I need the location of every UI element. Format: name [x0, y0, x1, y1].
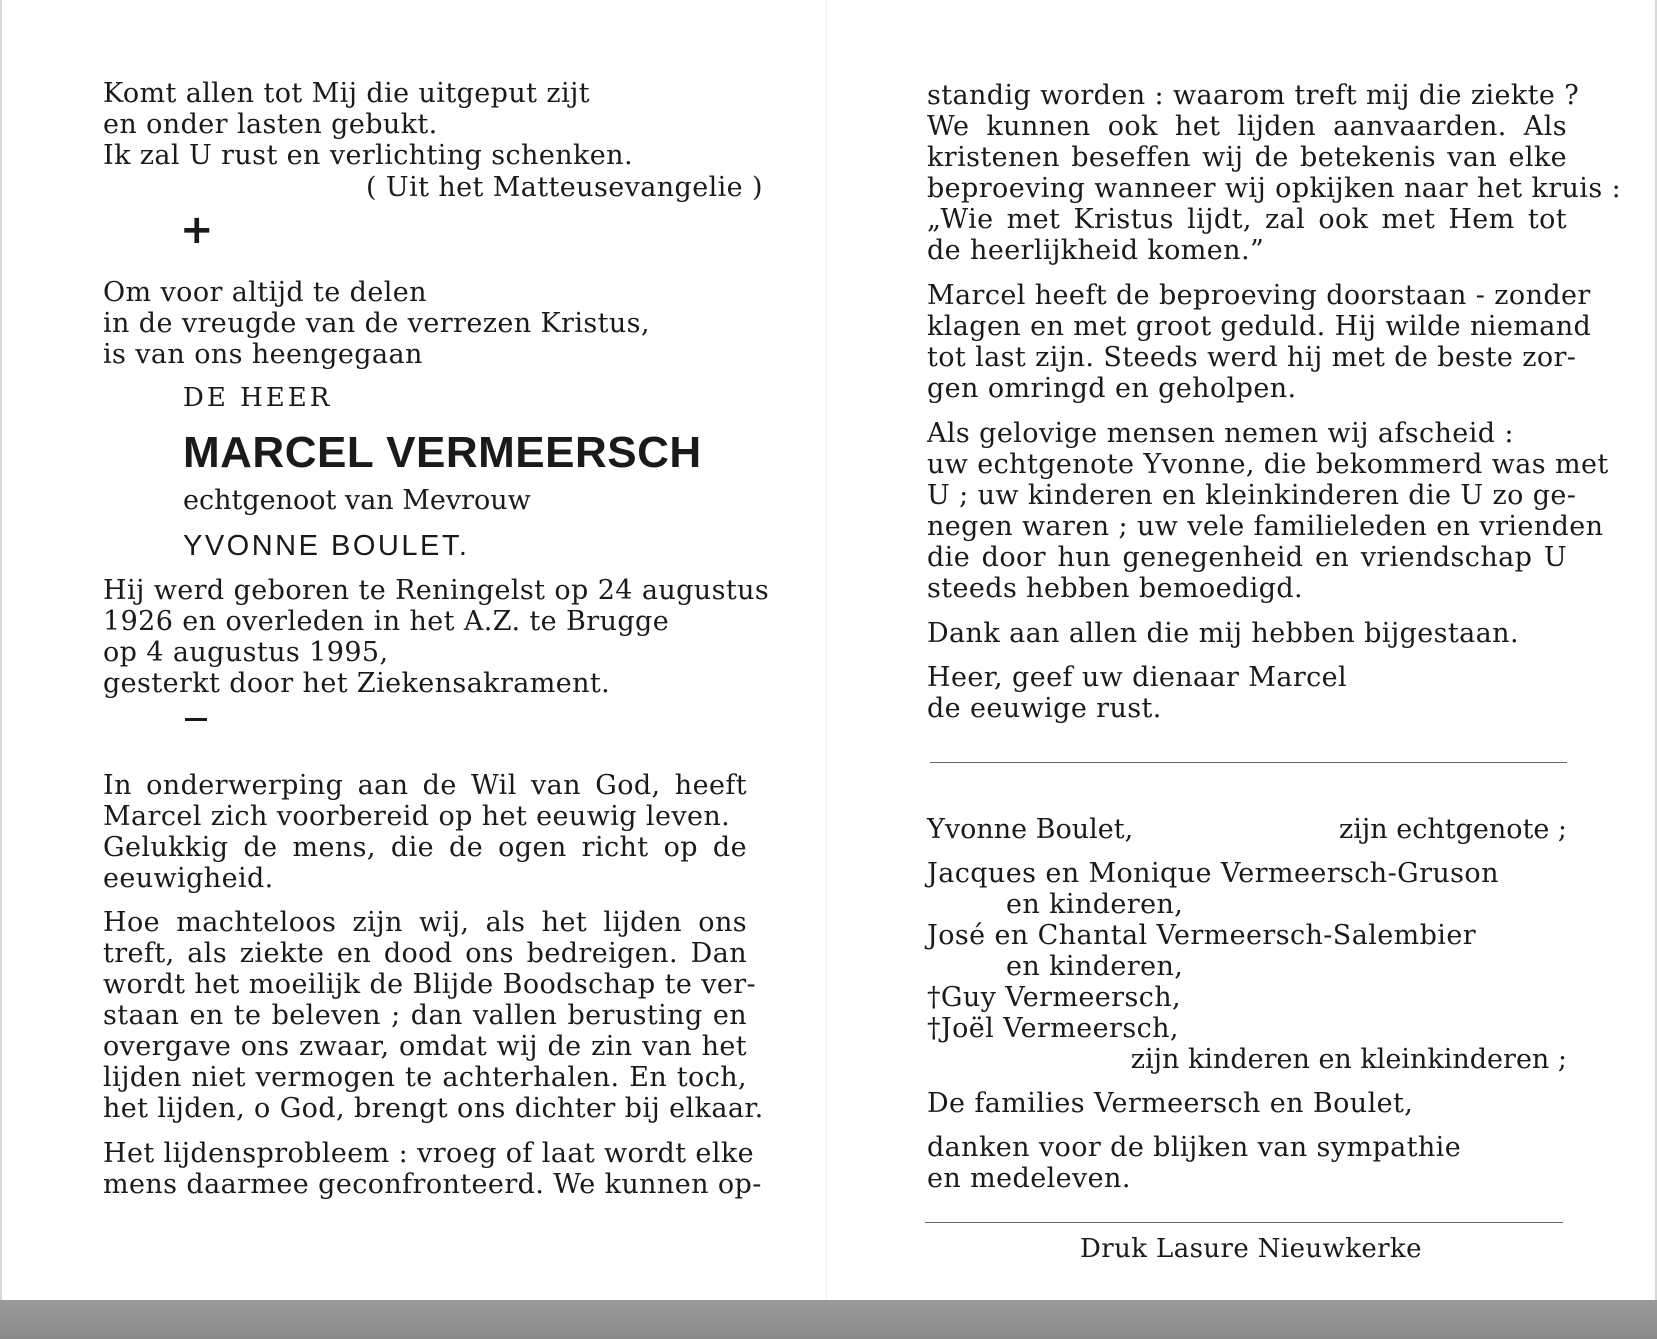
text-line: gen omringd en geholpen. — [927, 373, 1297, 404]
separator-dash — [185, 718, 207, 721]
text-line: het lijden, o God, brengt ons dichter bij elkaar. — [103, 1093, 764, 1124]
children-role: zijn kinderen en kleinkinderen ; — [1130, 1044, 1567, 1075]
text-line: Marcel zich voorbereid op het eeuwig leven. — [103, 801, 731, 832]
text-line: Gelukkig de mens, die de ogen richt op de — [103, 832, 747, 863]
text-line: Dank aan allen die mij hebben bijgestaan. — [927, 618, 1519, 649]
family-spouse-name: Yvonne Boulet, — [927, 814, 1134, 845]
intro-line: Om voor altijd te delen — [103, 277, 427, 308]
family-spouse-row — [927, 814, 1567, 845]
family-child: Jacques en Monique Vermeersch-Gruson — [927, 858, 1499, 889]
family-child-sub: en kinderen, — [1006, 889, 1184, 920]
text-line: lijden niet vermogen te achterhalen. En toch, — [103, 1062, 747, 1093]
text-line: „Wie met Kristus lijdt, zal ook met Hem tot — [927, 204, 1567, 235]
life-line: op 4 augustus 1995, — [103, 637, 389, 668]
family-thanks: danken voor de blijken van sympathie — [927, 1132, 1462, 1163]
text-line: klagen en met groot geduld. Hij wilde niemand — [927, 311, 1592, 342]
text-line: eeuwigheid. — [103, 863, 274, 894]
scan-background-strip — [0, 1300, 1657, 1339]
dagger-icon: † — [927, 1013, 941, 1044]
family-child: José en Chantal Vermeersch-Salembier — [927, 920, 1477, 951]
dagger-icon: † — [927, 982, 941, 1013]
deceased-title: DE HEER — [183, 383, 333, 413]
text-line: negen waren ; uw vele familieleden en vrienden — [927, 511, 1604, 542]
quote-line: en onder lasten gebukt. — [103, 109, 438, 140]
text-line: steeds hebben bemoedigd. — [927, 573, 1304, 604]
fold-line — [826, 0, 827, 1300]
intro-line: in de vreugde van de verrezen Kristus, — [103, 308, 650, 339]
text-line: die door hun genegenheid en vriendschap U — [927, 542, 1567, 573]
intro-line: is van ons heengegaan — [103, 339, 423, 370]
text-line: U ; uw kinderen en kleinkinderen die U zo ge- — [927, 480, 1577, 511]
text-line: wordt het moeilijk de Blijde Boodschap te ver- — [103, 969, 757, 1000]
family-thanks: en medeleven. — [927, 1163, 1131, 1194]
text-line: overgave ons zwaar, omdat wij de zin van het — [103, 1031, 747, 1062]
text-line: In onderwerping aan de Wil van God, heeft — [103, 770, 747, 801]
text-line: beproeving wanneer wij opkijken naar het kruis : — [927, 173, 1622, 204]
text-line: mens daarmee geconfronteerd. We kunnen op- — [103, 1169, 762, 1200]
family-child-deceased: †Joël Vermeersch, — [927, 1013, 1179, 1044]
quote-line: Ik zal U rust en verlichting schenken. — [103, 140, 633, 171]
text-line: Marcel heeft de beproeving doorstaan - zonder — [927, 280, 1591, 311]
printer-credit: Druk Lasure Nieuwkerke — [1080, 1234, 1422, 1264]
text-line: standig worden : waarom treft mij die ziekte ? — [927, 80, 1580, 111]
life-line: Hij werd geboren te Reningelst op 24 augustus — [103, 575, 770, 606]
family-child-deceased: †Guy Vermeersch, — [927, 982, 1182, 1013]
quote-line: Komt allen tot Mij die uitgeput zijt — [103, 78, 591, 109]
text-line: treft, als ziekte en dood ons bedreigen. Dan — [103, 938, 747, 969]
life-line: 1926 en overleden in het A.Z. te Brugge — [103, 606, 670, 637]
family-child-sub: en kinderen, — [1006, 951, 1184, 982]
life-line: gesterkt door het Ziekensakrament. — [103, 668, 611, 699]
cross-icon: + — [180, 207, 214, 253]
text-line: staan en te beleven ; dan vallen berusting en — [103, 1000, 747, 1031]
deceased-name: MARCEL VERMEERSCH — [183, 428, 702, 477]
family-spouse-role: zijn echtgenote ; — [1339, 814, 1567, 845]
text-line: Als gelovige mensen nemen wij afscheid : — [927, 418, 1514, 449]
family-families: De families Vermeersch en Boulet, — [927, 1088, 1414, 1119]
text-line: tot last zijn. Steeds werd hij met de beste zor- — [927, 342, 1577, 373]
quote-source: ( Uit het Matteusevangelie ) — [366, 172, 763, 203]
divider-rule — [930, 762, 1567, 763]
text-line: We kunnen ook het lijden aanvaarden. Als — [927, 111, 1567, 142]
text-line: kristenen beseffen wij de betekenis van elke — [927, 142, 1567, 173]
text-line: de eeuwige rust. — [927, 693, 1162, 724]
text-line: Hoe machteloos zijn wij, als het lijden ons — [103, 907, 747, 938]
text-line: uw echtgenote Yvonne, die bekommerd was met — [927, 449, 1609, 480]
text-line: de heerlijkheid komen.” — [927, 235, 1265, 266]
text-line: Heer, geef uw dienaar Marcel — [927, 662, 1348, 693]
spouse-name: YVONNE BOULET. — [183, 530, 470, 562]
divider-rule — [925, 1222, 1563, 1223]
spouse-intro: echtgenoot van Mevrouw — [183, 485, 531, 516]
text-line: Het lijdensprobleem : vroeg of laat wordt elke — [103, 1138, 754, 1169]
